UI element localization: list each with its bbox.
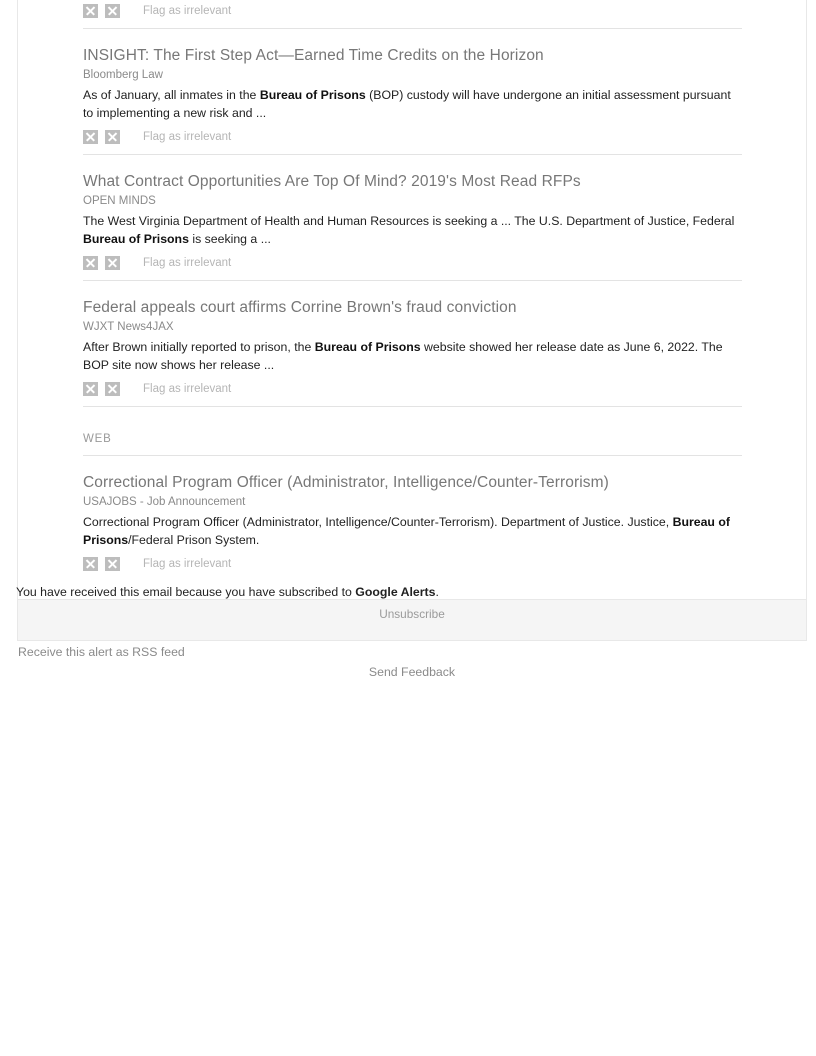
broken-image-icon [105, 382, 120, 396]
result-item [83, 29, 742, 155]
flag-as-irrelevant-link[interactable]: Flag as irrelevant [143, 558, 232, 570]
result-source: USAJOBS - Job Announcement [83, 496, 246, 508]
result-title-link[interactable]: Correctional Program Officer (Administrator, Intelligence/Counter-Terrorism) [83, 474, 609, 491]
result-snippet: The West Virginia Department of Health and Human Resources is seeking a ... The U.S. Department of Justice, Federal Bureau of Prisons is seeking a ... [83, 214, 735, 246]
flag-as-irrelevant-link[interactable]: Flag as irrelevant [143, 257, 232, 269]
unsubscribe-link[interactable]: Unsubscribe [379, 607, 445, 621]
result-snippet: As of January, all inmates in the Bureau of Prisons (BOP) custody will have undergone an initial assessment pursuant to implementing a new risk and ... [83, 88, 731, 120]
result-title-link[interactable]: What Contract Opportunities Are Top Of Mind? 2019's Most Read RFPs [83, 173, 581, 190]
broken-image-icon [105, 130, 120, 144]
result-title-link[interactable]: Federal appeals court affirms Corrine Brown's fraud conviction [83, 299, 517, 316]
broken-image-icon [83, 256, 98, 270]
subscription-suffix: . [435, 585, 439, 599]
result-source: OPEN MINDS [83, 195, 156, 207]
subscription-notice [0, 583, 816, 601]
send-feedback-link[interactable]: Send Feedback [368, 665, 456, 679]
result-actions [83, 254, 742, 274]
flag-as-irrelevant-link[interactable]: Flag as irrelevant [143, 131, 232, 143]
subscription-prefix: You have received this email because you have subscribed to [16, 585, 356, 599]
flag-as-irrelevant-link[interactable]: Flag as irrelevant [143, 383, 232, 395]
result-title-link[interactable]: INSIGHT: The First Step Act—Earned Time Credits on the Horizon [83, 47, 544, 64]
result-snippet: Correctional Program Officer (Administrator, Intelligence/Counter-Terrorism). Department of Justice. Justice, Bureau of Prisons/Federal Prison System. [83, 515, 730, 547]
broken-image-icon [83, 382, 98, 396]
result-item-partial [83, 2, 742, 29]
result-snippet: After Brown initially reported to prison, the Bureau of Prisons website showed her release date as June 6, 2022. The BOP site now shows her release ... [83, 340, 723, 372]
email-footer [0, 583, 816, 679]
result-actions [83, 128, 742, 148]
broken-image-icon [105, 4, 120, 18]
results-list [18, 2, 806, 581]
result-item [83, 155, 742, 281]
broken-image-icon [83, 4, 98, 18]
google-alerts-link[interactable]: Google Alerts [355, 585, 436, 599]
result-item [83, 281, 742, 407]
broken-image-icon [105, 256, 120, 270]
section-label-web: WEB [83, 433, 742, 456]
result-item [83, 456, 742, 581]
broken-image-icon [83, 130, 98, 144]
result-actions [83, 555, 742, 575]
broken-image-icon [105, 557, 120, 571]
google-alert-card [17, 0, 807, 641]
rss-feed-link[interactable]: Receive this alert as RSS feed [18, 645, 185, 659]
result-source: Bloomberg Law [83, 69, 163, 81]
result-actions [83, 2, 742, 22]
flag-as-irrelevant-link[interactable]: Flag as irrelevant [143, 5, 232, 17]
result-actions [83, 380, 742, 400]
broken-image-icon [83, 557, 98, 571]
result-source: WJXT News4JAX [83, 321, 174, 333]
